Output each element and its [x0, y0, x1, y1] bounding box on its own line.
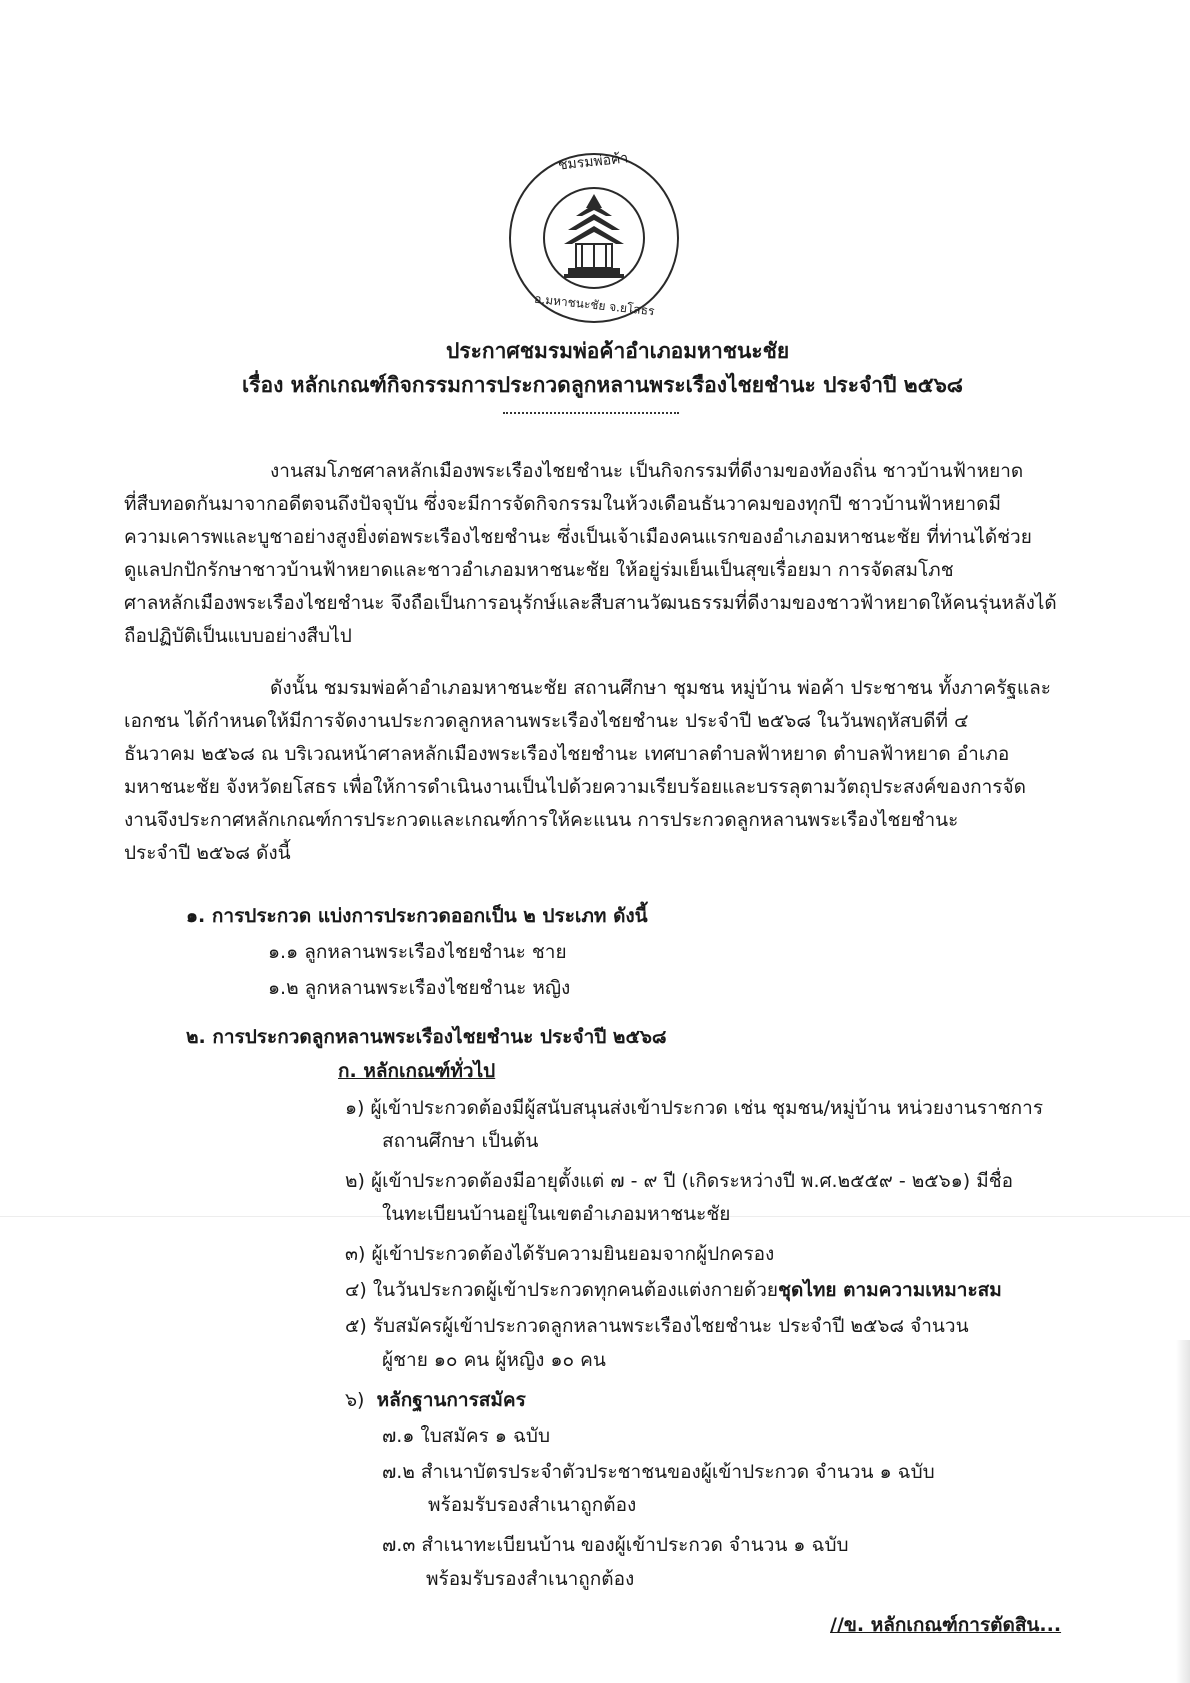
paragraph-line: ศาลหลักเมืองพระเรืองไชยชำนะ จึงถือเป็นการอนุรักษ์และสืบสานวัฒนธรรมที่ดีงามของชาวฟ้าหยาดให้คนรุ่นหลังได้ [124, 592, 1057, 614]
document-item-continued: พร้อมรับรองสำเนาถูกต้อง [428, 1494, 637, 1516]
criteria-item: ๑) ผู้เข้าประกวดต้องมีผู้สนับสนุนส่งเข้าประกวด เช่น ชุมชน/หมู่บ้าน หน่วยงานราชการ [345, 1097, 1044, 1119]
paragraph-line: ที่สืบทอดกันมาจากอดีตจนถึงปัจจุบัน ซึ่งจะมีการจัดกิจกรรมในห้วงเดือนธันวาคมของทุกปี ชาวบ้านฟ้าหยาดมี [124, 493, 1002, 515]
paragraph-line: เอกชน ได้กำหนดให้มีการจัดงานประกวดลูกหลานพระเรืองไชยชำนะ ประจำปี ๒๕๖๘ ในวันพฤหัสบดีที่ ๔ [124, 710, 969, 732]
document-item-continued: พร้อมรับรองสำเนาถูกต้อง [426, 1568, 635, 1590]
seal-text-top: ชมรมพ่อค้า [557, 150, 629, 174]
paragraph-line: ดูแลปกปักรักษาชาวบ้านฟ้าหยาดและชาวอำเภอมหาชนะชัย ให้อยู่ร่มเย็นเป็นสุขเรื่อยมา การจัดสมโภช [124, 559, 954, 581]
document-item: ๗.๒ สำเนาบัตรประจำตัวประชาชนของผู้เข้าประกวด จำนวน ๑ ฉบับ [382, 1461, 935, 1483]
announcement-title: ประกาศชมรมพ่อค้าอำเภอมหาชนะชัย [446, 339, 790, 363]
paragraph-line: มหาชนะชัย จังหวัดยโสธร เพื่อให้การดำเนินงานเป็นไปด้วยความเรียบร้อยและบรรลุตามวัตถุประสงค์ของการจัด [124, 776, 1026, 798]
document-item: ๗.๓ สำเนาทะเบียนบ้าน ของผู้เข้าประกวด จำนวน ๑ ฉบับ [382, 1534, 849, 1556]
criteria-item: ๕) รับสมัครผู้เข้าประกวดลูกหลานพระเรืองไชยชำนะ ประจำปี ๒๕๖๘ จำนวน [345, 1315, 969, 1337]
paragraph-line: ธันวาคม ๒๕๖๘ ณ บริเวณหน้าศาลหลักเมืองพระเรืองไชยชำนะ เทศบาลตำบลฟ้าหยาด ตำบลฟ้าหยาด อำเภอ [124, 743, 1010, 765]
criteria-item-continued: ผู้ชาย ๑๐ คน ผู้หญิง ๑๐ คน [382, 1349, 606, 1371]
paragraph-line: ความเคารพและบูชาอย่างสูงยิ่งต่อพระเรืองไชยชำนะ ซึ่งเป็นเจ้าเมืองคนแรกของอำเภอมหาชนะชัย ที่ท่านได้ช่วย [124, 526, 1032, 548]
general-criteria-heading: ก. หลักเกณฑ์ทั่วไป [338, 1060, 496, 1082]
category-item: ๑.๒ ลูกหลานพระเรืองไชยชำนะ หญิง [268, 977, 571, 999]
criteria-item: ๓) ผู้เข้าประกวดต้องได้รับความยินยอมจากผู้ปกครอง [345, 1243, 775, 1265]
document-item: ๗.๑ ใบสมัคร ๑ ฉบับ [382, 1425, 551, 1447]
announcement-subject: เรื่อง หลักเกณฑ์กิจกรรมการประกวดลูกหลานพระเรืองไชยชำนะ ประจำปี ๒๕๖๘ [242, 373, 963, 397]
seal-text-bottom: อ.มหาชนะชัย จ.ยโสธร [533, 291, 656, 319]
section-2-heading: ๒. การประกวดลูกหลานพระเรืองไชยชำนะ ประจำปี ๒๕๖๘ [186, 1026, 667, 1048]
criteria-text: ๔) ในวันประกวดผู้เข้าประกวดทุกคนต้องแต่งกายด้วย [345, 1279, 779, 1301]
criteria-item-continued: ในทะเบียนบ้านอยู่ในเขตอำเภอมหาชนะชัย [382, 1203, 731, 1225]
club-seal-logo [506, 150, 682, 326]
page-continuation-note: //ข. หลักเกณฑ์การตัดสิน... [830, 1614, 1062, 1636]
criteria-item: ๒) ผู้เข้าประกวดต้องมีอายุตั้งแต่ ๗ - ๙ ปี (เกิดระหว่างปี พ.ศ.๒๕๕๙ - ๒๕๖๑) มีชื่อ [345, 1170, 1014, 1192]
dress-code-emphasis: ชุดไทย ตามความเหมาะสม [778, 1279, 1002, 1301]
title-divider-dots [503, 412, 679, 414]
scan-edge-shadow [1176, 1340, 1190, 1683]
documents-heading: หลักฐานการสมัคร [376, 1389, 526, 1411]
category-item: ๑.๑ ลูกหลานพระเรืองไชยชำนะ ชาย [268, 941, 567, 963]
criteria-item-continued: สถานศึกษา เป็นต้น [382, 1130, 539, 1152]
paragraph-line: ดังนั้น ชมรมพ่อค้าอำเภอมหาชนะชัย สถานศึกษา ชุมชน หมู่บ้าน พ่อค้า ประชาชน ทั้งภาครัฐและ [270, 677, 1051, 699]
criteria-item [345, 1387, 526, 1413]
paragraph-line: งานสมโภชศาลหลักเมืองพระเรืองไชยชำนะ เป็นกิจกรรมที่ดีงามของท้องถิ่น ชาวบ้านฟ้าหยาด [270, 460, 1024, 482]
criteria-item [345, 1277, 1002, 1303]
section-1-heading: ๑. การประกวด แบ่งการประกวดออกเป็น ๒ ประเภท ดังนี้ [186, 905, 648, 927]
paragraph-line: ถือปฏิบัติเป็นแบบอย่างสืบไป [124, 625, 352, 647]
paragraph-line: ประจำปี ๒๕๖๘ ดังนี้ [124, 842, 291, 864]
paragraph-line: งานจึงประกาศหลักเกณฑ์การประกวดและเกณฑ์การให้คะแนน การประกวดลูกหลานพระเรืองไชยชำนะ [124, 809, 959, 831]
criteria-number: ๖) [345, 1389, 365, 1411]
